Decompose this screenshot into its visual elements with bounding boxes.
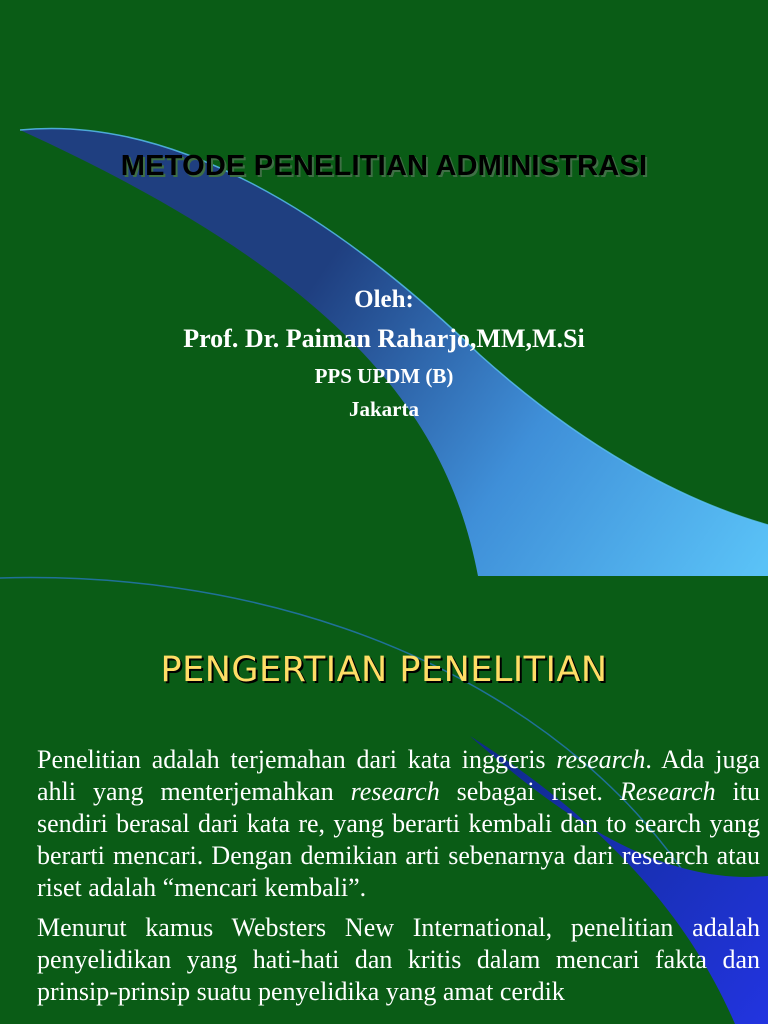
paragraph-2: Menurut kamus Websters New International, penelitian adalah penyelidikan yang hati-hati dan kritis dalam mencari fakta dan prinsip-prinsip suatu penyelidika yang amat cerdik — [37, 913, 760, 1006]
highlight-phrase: mencari kembali — [174, 873, 349, 902]
italic-term: research — [556, 745, 646, 774]
text-span: . Ada juga ahli yang menterjemahkan — [37, 745, 760, 806]
presentation-title: METODE PENELITIAN ADMINISTRASI — [120, 150, 648, 182]
paragraph-1 — [37, 744, 760, 904]
text-span: ”. — [348, 873, 367, 902]
slide-title: PENGERTIAN PENELITIAN — [160, 650, 608, 690]
italic-term: research — [350, 777, 440, 806]
text-span: itu sendiri berasal dari kata re, yang berarti kembali dan to search yang berarti mencari. Dengan demikian arti sebenarnya dari research atau riset adalah “ — [37, 777, 760, 902]
slide-2 — [0, 576, 768, 1024]
institution-name: PPS UPDM (B) — [314, 364, 454, 388]
text-span: Penelitian adalah terjemahan dari kata inggeris — [37, 745, 557, 774]
by-label: Oleh: — [354, 286, 414, 313]
text-span: sebagai riset. — [439, 777, 620, 806]
italic-term: Research — [619, 777, 716, 806]
city-name: Jakarta — [349, 397, 419, 421]
author-name: Prof. Dr. Paiman Raharjo,MM,M.Si — [183, 324, 585, 353]
slide-body — [37, 744, 760, 1016]
